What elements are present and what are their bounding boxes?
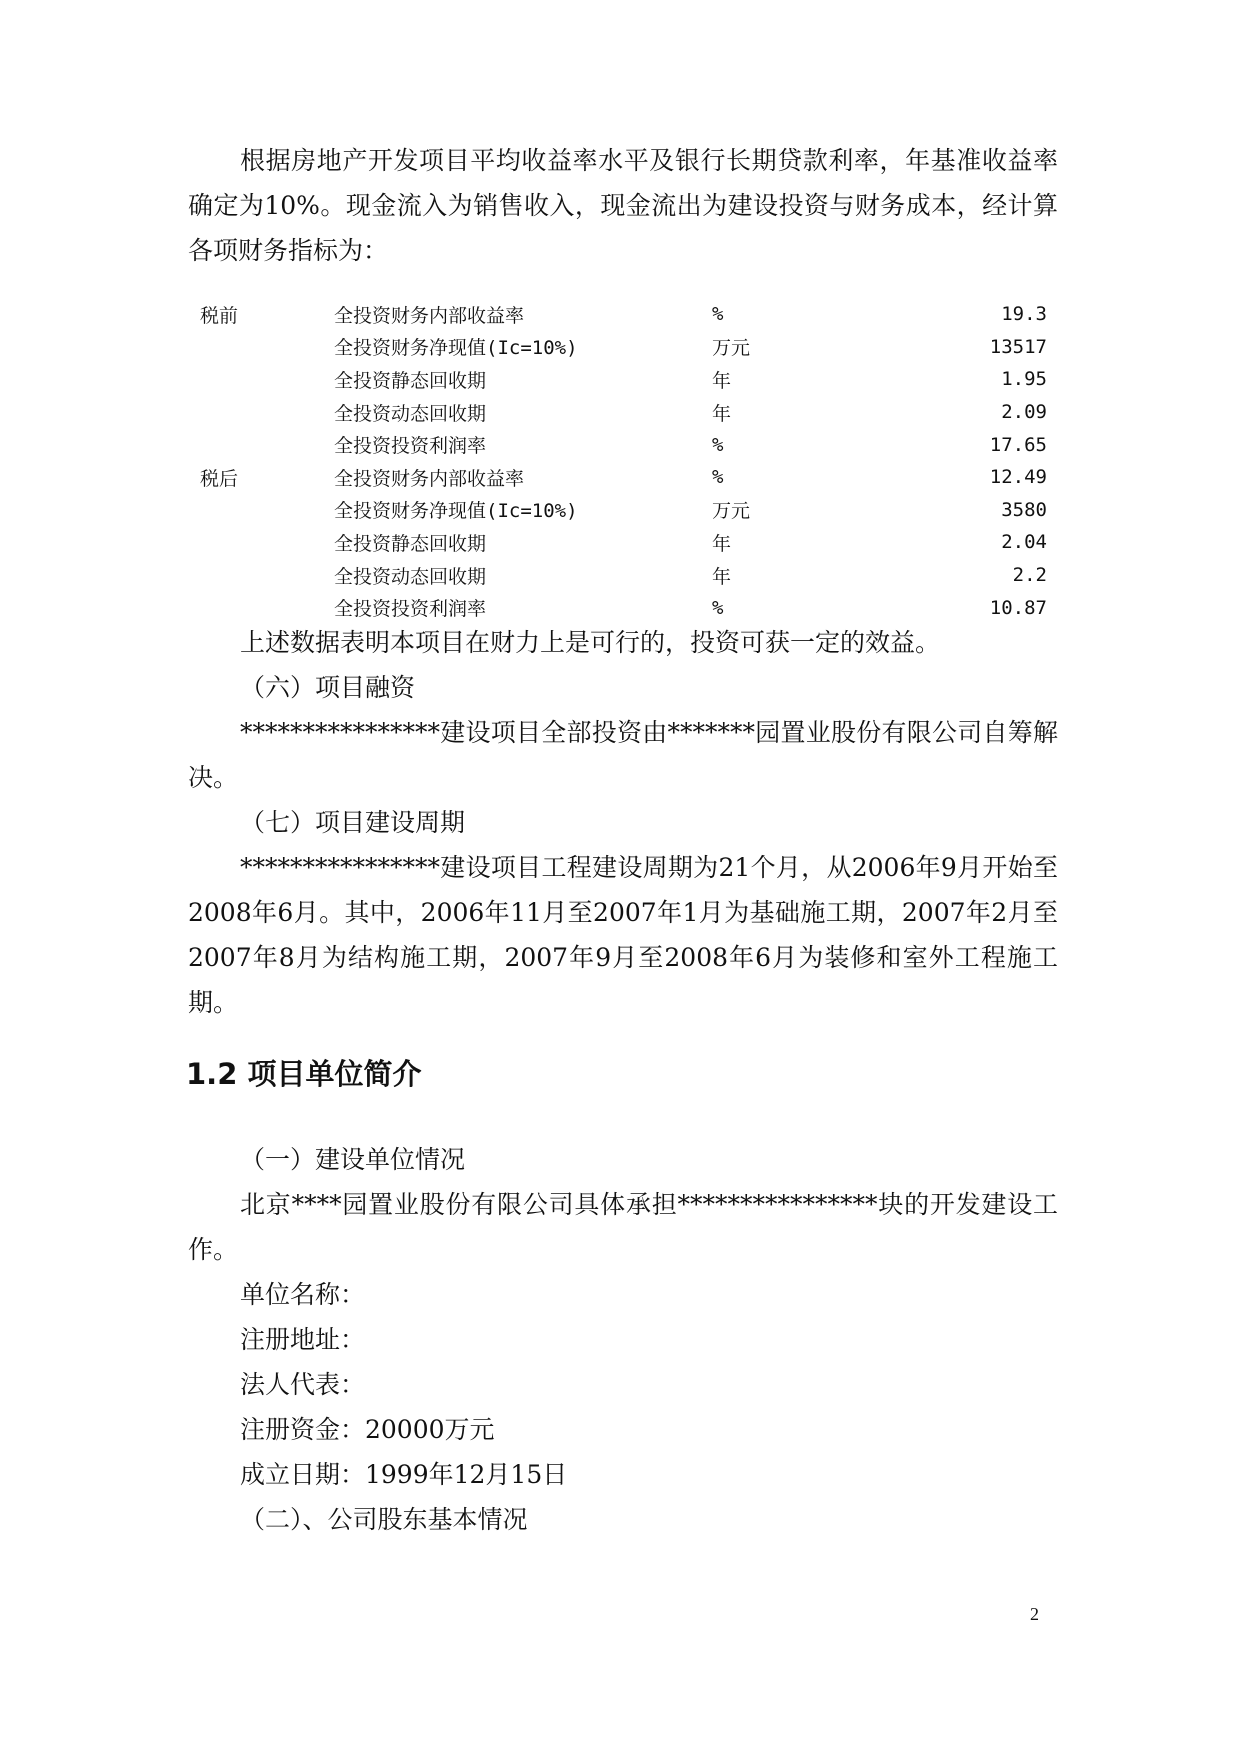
- indicator-group: [200, 494, 334, 527]
- table-row: [200, 363, 1047, 396]
- section-title: 1.2 项目单位简介: [186, 1057, 422, 1091]
- indicator-name: 全投资投资利润率: [334, 435, 487, 458]
- indicator-name: 全投资投资利润率: [334, 598, 487, 621]
- registered-capital: 注册资金：20000万元: [240, 1415, 495, 1444]
- table-row: [200, 494, 1047, 527]
- indicator-value: 2.2: [1012, 564, 1047, 587]
- indicator-unit: %: [712, 596, 724, 619]
- indicator-name: 全投资财务净现值(Ic=10%): [334, 337, 578, 360]
- indicator-unit: %: [712, 433, 724, 456]
- indicator-group: [200, 396, 334, 429]
- indicator-name: 全投资动态回收期: [334, 402, 487, 425]
- indicator-name: 全投资动态回收期: [334, 565, 487, 588]
- table-row: [200, 331, 1047, 364]
- indicator-name: 全投资财务内部收益率: [334, 304, 525, 327]
- table-row: [200, 428, 1047, 461]
- table-row: [200, 461, 1047, 494]
- table-row: [200, 559, 1047, 592]
- establishment-date: 成立日期：1999年12月15日: [240, 1460, 568, 1489]
- table-row: [200, 526, 1047, 559]
- indicator-group: [200, 331, 334, 364]
- conclusion-text: 上述数据表明本项目在财力上是可行的，投资可获一定的效益。: [240, 628, 941, 657]
- indicator-name: 全投资财务净现值(Ic=10%): [334, 500, 578, 523]
- financing-heading: （六）项目融资: [240, 673, 416, 702]
- indicator-group: [200, 526, 334, 559]
- indicator-unit: 年: [712, 369, 732, 392]
- indicator-value: 19.3: [1001, 303, 1047, 326]
- shareholders-heading: （二）、公司股东基本情况: [240, 1505, 528, 1534]
- indicator-value: 17.65: [989, 433, 1047, 456]
- intro-paragraph: 根据房地产开发项目平均收益率水平及银行长期贷款利率，年基准收益率确定为10%。现金流入为销售收入，现金流出为建设投资与财务成本，经计算各项财务指标为：: [188, 146, 1058, 265]
- unit-info-paragraph: 北京****园置业股份有限公司具体承担****************块的开发建设工作。: [188, 1190, 1058, 1264]
- unit-info-heading: （一）建设单位情况: [240, 1145, 466, 1174]
- indicator-unit: 万元: [712, 337, 751, 360]
- registered-address-label: 注册地址：: [240, 1325, 366, 1354]
- indicator-unit: %: [712, 466, 724, 489]
- page-number: 2: [1030, 1604, 1039, 1624]
- indicator-name: 全投资财务内部收益率: [334, 467, 525, 490]
- indicator-group: [200, 363, 334, 396]
- indicator-group: [200, 559, 334, 592]
- indicator-group: 税前: [200, 304, 239, 327]
- indicator-group: 税后: [200, 467, 239, 490]
- indicator-unit: 年: [712, 402, 732, 425]
- indicator-name: 全投资静态回收期: [334, 532, 487, 555]
- indicator-name: 全投资静态回收期: [334, 369, 487, 392]
- indicator-group: [200, 428, 334, 461]
- schedule-paragraph: ****************建设项目工程建设周期为21个月，从2006年9月开始至2008年6月。其中，2006年11月至2007年1月为基础施工期，2007年2月至2007年8月为结构施工期，2007年9月至2008年6月为装修和室外工程施工期。: [188, 853, 1058, 1017]
- unit-name-label: 单位名称：: [240, 1280, 366, 1309]
- financial-indicators-table: [200, 298, 1047, 624]
- indicator-unit: %: [712, 303, 724, 326]
- legal-representative-label: 法人代表：: [240, 1370, 366, 1399]
- indicator-value: 3580: [1001, 498, 1047, 521]
- indicator-value: 2.09: [1001, 401, 1047, 424]
- indicator-unit: 万元: [712, 500, 751, 523]
- indicator-unit: 年: [712, 532, 732, 555]
- table-row: [200, 298, 1047, 331]
- indicator-value: 2.04: [1001, 531, 1047, 554]
- table-row: [200, 396, 1047, 429]
- financing-paragraph: ****************建设项目全部投资由*******园置业股份有限公司自筹解决。: [188, 718, 1058, 792]
- indicator-value: 12.49: [989, 466, 1047, 489]
- indicator-value: 13517: [989, 335, 1047, 358]
- schedule-heading: （七）项目建设周期: [240, 808, 466, 837]
- indicator-value: 1.95: [1001, 368, 1047, 391]
- indicator-unit: 年: [712, 565, 732, 588]
- indicator-value: 10.87: [989, 596, 1047, 619]
